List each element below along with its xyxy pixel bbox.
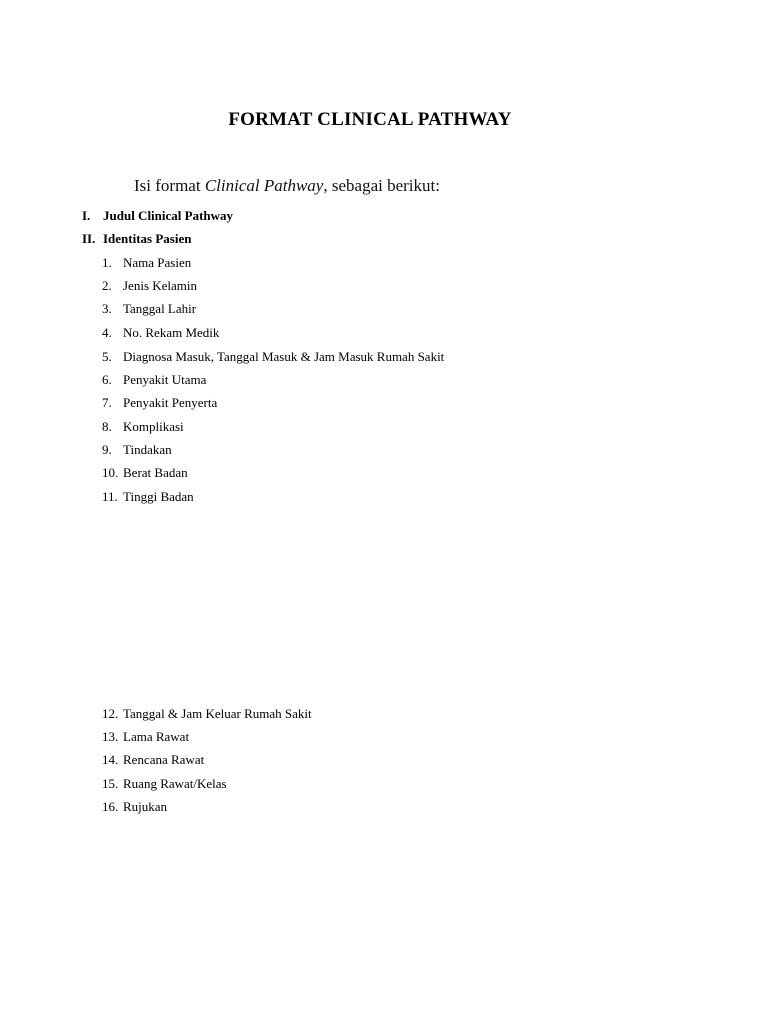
section-label: Identitas Pasien — [103, 231, 192, 246]
item-number: 10. — [102, 465, 119, 480]
item-label: Nama Pasien — [123, 255, 192, 270]
list-item — [102, 465, 188, 481]
item-label: Diagnosa Masuk, Tanggal Masuk & Jam Masuk Rumah Sakit — [123, 349, 445, 364]
section-number: II. — [82, 231, 96, 246]
list-item — [102, 278, 197, 294]
section-judul — [82, 208, 233, 224]
item-label: Penyakit Penyerta — [123, 395, 218, 410]
item-number: 16. — [102, 799, 119, 814]
list-item — [102, 729, 189, 745]
item-label: Rujukan — [123, 799, 168, 814]
item-number: 11. — [102, 489, 118, 504]
item-number: 4. — [102, 325, 112, 340]
list-item — [102, 776, 227, 792]
intro-prefix: Isi format — [134, 176, 205, 195]
item-number: 6. — [102, 372, 112, 387]
item-label: Tindakan — [123, 442, 172, 457]
item-label: Jenis Kelamin — [123, 278, 198, 293]
item-label: Ruang Rawat/Kelas — [123, 776, 227, 791]
item-label: Rencana Rawat — [123, 752, 205, 767]
section-identitas — [82, 231, 191, 247]
intro-emphasis: Clinical Pathway — [204, 176, 324, 195]
item-number: 12. — [102, 706, 119, 721]
intro-line — [134, 176, 440, 196]
item-number: 9. — [102, 442, 112, 457]
list-item — [102, 706, 312, 722]
item-label: No. Rekam Medik — [123, 325, 220, 340]
list-item — [102, 325, 219, 341]
item-label: Lama Rawat — [123, 729, 190, 744]
item-label: Tanggal & Jam Keluar Rumah Sakit — [123, 706, 312, 721]
list-item — [102, 301, 196, 317]
list-item — [102, 442, 172, 458]
list-item — [102, 349, 444, 365]
list-item — [102, 752, 204, 768]
list-item — [102, 395, 217, 411]
list-item — [102, 799, 167, 815]
page-title: FORMAT CLINICAL PATHWAY — [228, 109, 512, 130]
item-label: Tinggi Badan — [123, 489, 194, 504]
item-number: 1. — [102, 255, 112, 270]
item-label: Penyakit Utama — [123, 372, 207, 387]
list-item — [102, 489, 194, 505]
item-number: 8. — [102, 419, 112, 434]
item-number: 2. — [102, 278, 112, 293]
list-item — [102, 372, 206, 388]
item-number: 13. — [102, 729, 119, 744]
item-label: Berat Badan — [123, 465, 188, 480]
item-label: Tanggal Lahir — [123, 301, 197, 316]
item-label: Komplikasi — [123, 419, 184, 434]
section-number: I. — [82, 208, 91, 223]
item-number: 14. — [102, 752, 119, 767]
item-number: 15. — [102, 776, 119, 791]
item-number: 3. — [102, 301, 112, 316]
item-number: 5. — [102, 349, 112, 364]
list-item — [102, 419, 184, 435]
item-number: 7. — [102, 395, 112, 410]
list-item — [102, 255, 191, 271]
section-label: Judul Clinical Pathway — [103, 208, 234, 223]
intro-suffix: , sebagai berikut: — [323, 176, 440, 195]
